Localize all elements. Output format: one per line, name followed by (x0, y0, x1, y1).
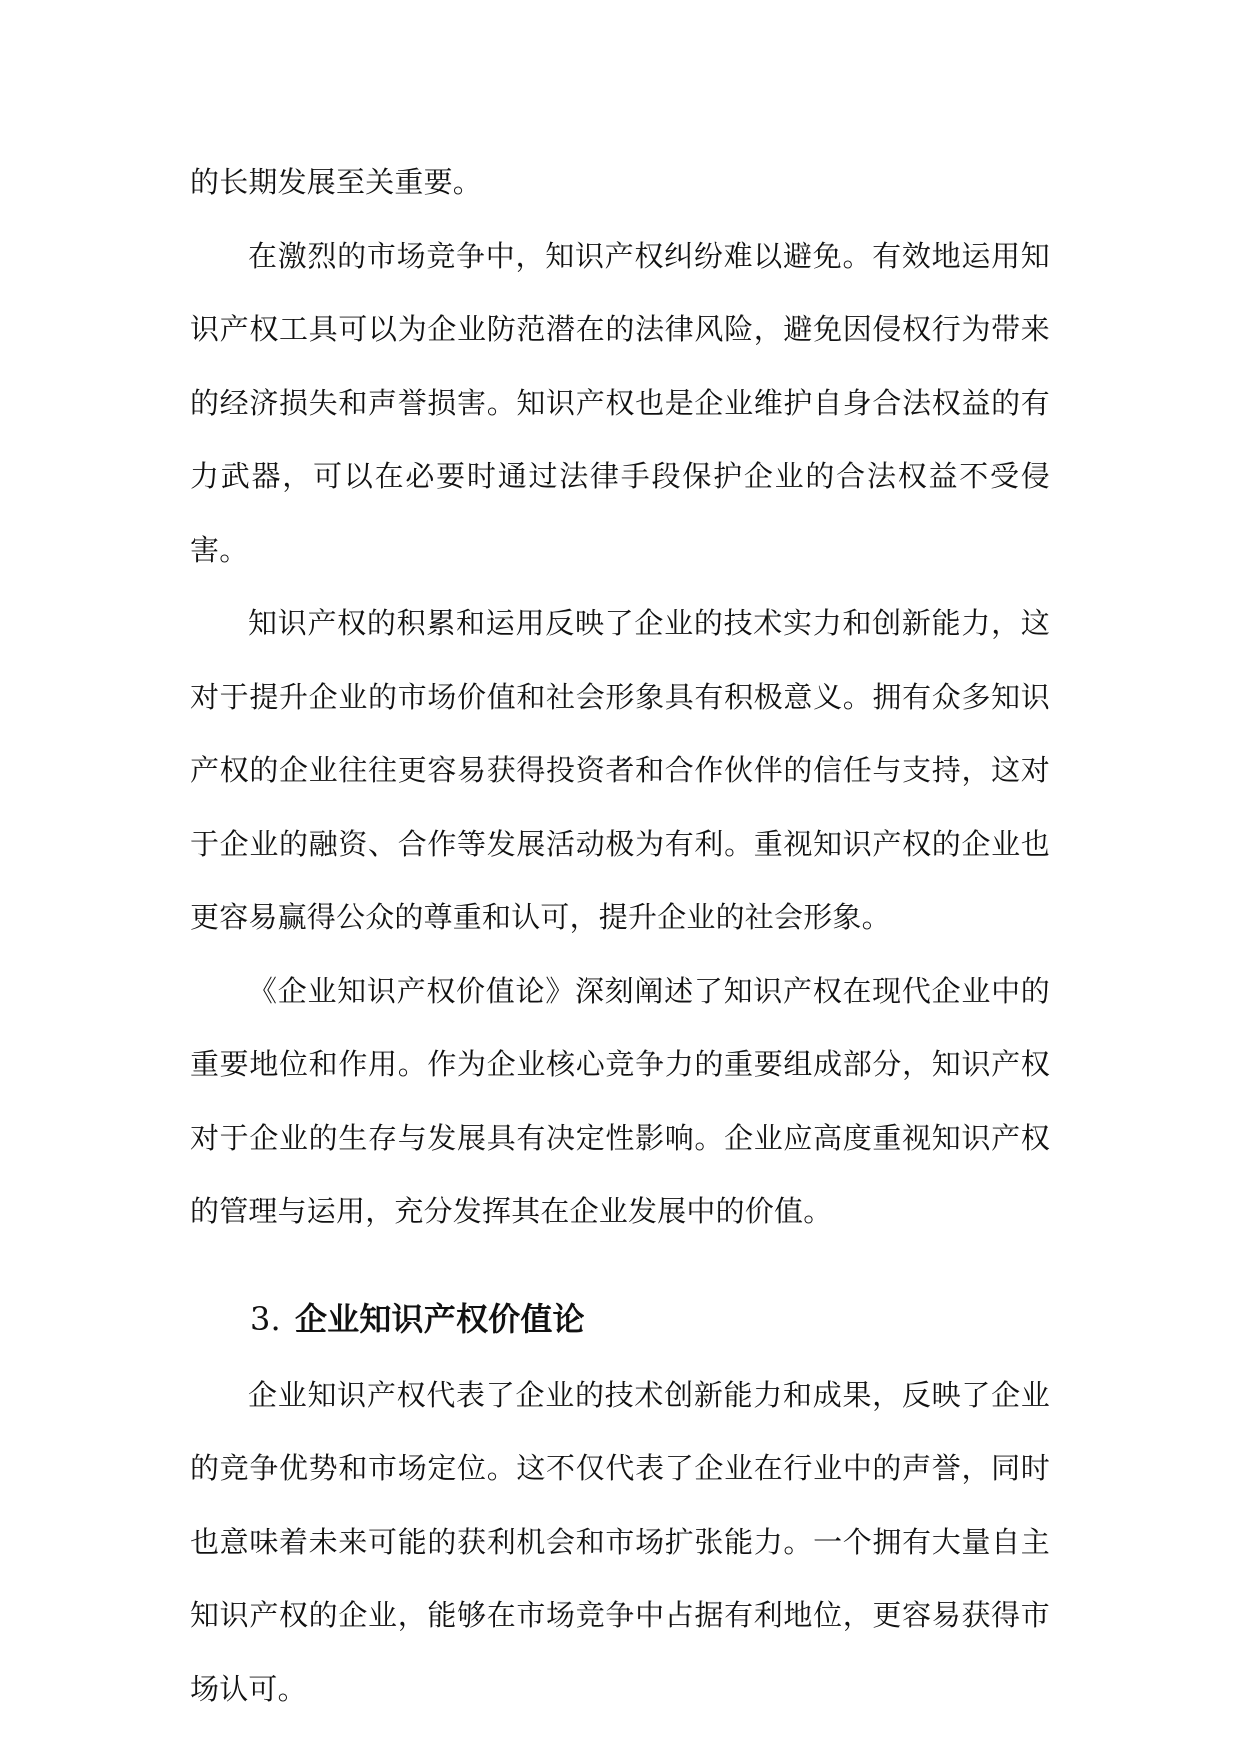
paragraph-ip-value-summary: 《企业知识产权价值论》深刻阐述了知识产权在现代企业中的重要地位和作用。作为企业核心竞争力的重要组成部分，知识产权对于企业的生存与发展具有决定性影响。企业应高度重视知识产权的管理与运用，充分发挥其在企业发展中的价值。 (190, 973, 1050, 1228)
paragraph-continuation: 的长期发展至关重要。 (190, 165, 483, 199)
section-number: 3. (250, 1299, 281, 1338)
section-title: 企业知识产权价值论 (294, 1299, 585, 1338)
paragraph-ip-disputes: 在激烈的市场竞争中，知识产权纠纷难以避免。有效地运用知识产权工具可以为企业防范潜在的法律风险，避免因侵权行为带来的经济损失和声誉损害。知识产权也是企业维护自身合法权益的有力武器，可以在必要时通过法律手段保护企业的合法权益不受侵害。 (190, 238, 1050, 567)
document-body (190, 146, 1050, 1726)
paragraph-section-intro: 企业知识产权代表了企业的技术创新能力和成果，反映了企业的竞争优势和市场定位。这不仅代表了企业在行业中的声誉，同时也意味着未来可能的获利机会和市场扩张能力。一个拥有大量自主知识产权的企业，能够在市场竞争中占据有利地位，更容易获得市场认可。 (190, 1377, 1050, 1706)
section-heading (190, 1279, 1050, 1359)
paragraph-ip-accumulation: 知识产权的积累和运用反映了企业的技术实力和创新能力，这对于提升企业的市场价值和社会形象具有积极意义。拥有众多知识产权的企业往往更容易获得投资者和合作伙伴的信任与支持，这对于企业的融资、合作等发展活动极为有利。重视知识产权的企业也更容易赢得公众的尊重和认可，提升企业的社会形象。 (190, 606, 1050, 934)
